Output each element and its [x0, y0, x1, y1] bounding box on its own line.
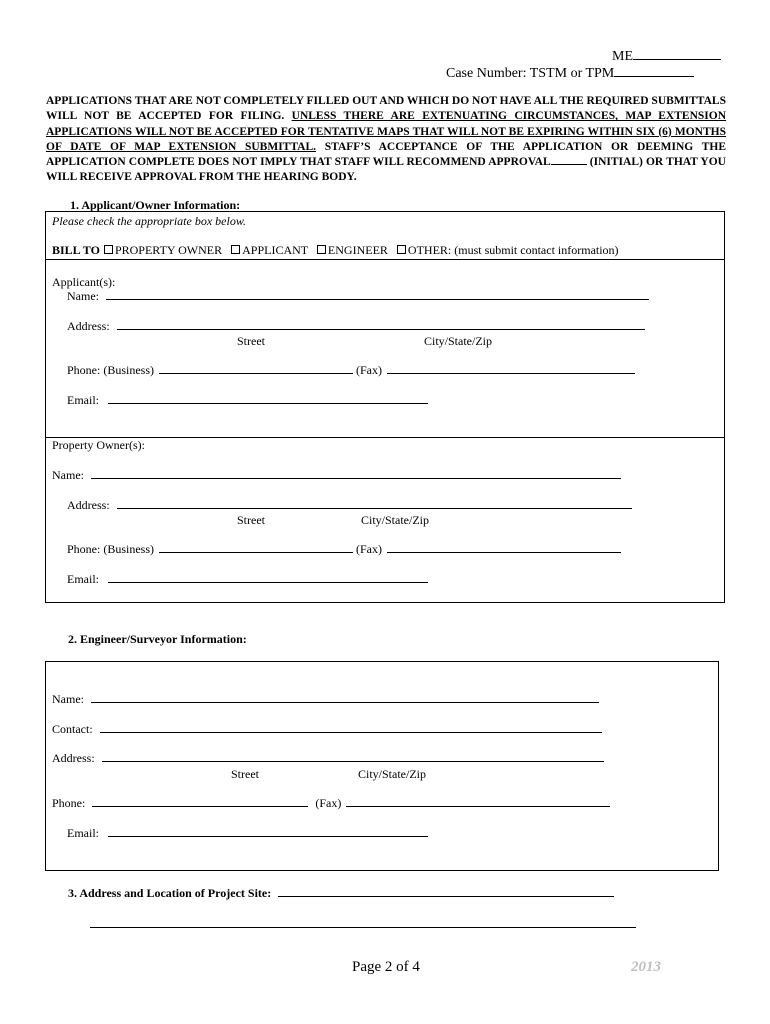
- notice-text-underlined: UNLESS THERE ARE EXTENUATING CIRCUMSTANCES, MAP EXTENSION APPLICATIONS WILL NOT BE ACCEPTED FOR TENTATIVE MAPS THAT WILL NOT BE EXPIRING WITHIN SIX (6) MONTHS OF DATE OF MAP EXTENSION SUBMITTAL.: [46, 110, 726, 153]
- owner-address-row: [67, 498, 632, 513]
- engineer-email-row: [67, 826, 428, 841]
- engineer-name-label: Name:: [52, 692, 84, 706]
- option-property-owner: PROPERTY OWNER: [114, 243, 223, 257]
- owner-phone-row: [67, 542, 621, 557]
- engineer-contact-row: [52, 722, 602, 737]
- divider: [46, 437, 724, 438]
- page-number: Page 2 of 4: [352, 959, 420, 975]
- engineer-fax-label: (Fax): [315, 796, 342, 810]
- owner-city-caption: City/State/Zip: [361, 513, 429, 527]
- bill-to-row: [52, 243, 619, 258]
- owners-heading: Property Owner(s):: [52, 438, 145, 452]
- engineer-phone-label: Phone:: [52, 796, 86, 810]
- section-3-row: [68, 886, 614, 901]
- applicant-name-row: [67, 289, 649, 304]
- owner-email-row: [67, 572, 428, 587]
- applicant-fax-label: (Fax): [356, 363, 382, 377]
- engineer-contact-line[interactable]: [100, 731, 602, 733]
- engineer-surveyor-box: [45, 661, 719, 871]
- applicant-phone-line[interactable]: [159, 372, 353, 374]
- engineer-address-label: Address:: [52, 751, 95, 765]
- engineer-email-label: Email:: [67, 826, 99, 840]
- owner-email-label: Email:: [67, 572, 99, 586]
- initial-line[interactable]: [551, 163, 587, 165]
- option-other: OTHER: (must submit contact information): [407, 243, 619, 257]
- option-applicant: APPLICANT: [242, 243, 308, 257]
- applicants-heading: Applicant(s):: [52, 275, 116, 289]
- checkbox-engineer[interactable]: [317, 245, 326, 254]
- owner-address-label: Address:: [67, 498, 110, 512]
- owner-name-row: [52, 468, 621, 483]
- engineer-address-line[interactable]: [102, 760, 604, 762]
- project-site-line-1[interactable]: [278, 895, 614, 897]
- owner-street-caption: Street: [237, 513, 265, 527]
- owner-fax-label: (Fax): [356, 542, 382, 556]
- applicant-street-caption: Street: [237, 334, 265, 348]
- applicant-phone-label: Phone: (Business): [67, 363, 154, 377]
- engineer-address-row: [52, 751, 604, 766]
- owner-phone-line[interactable]: [159, 551, 353, 553]
- bill-to-label: BILL TO: [52, 243, 100, 257]
- owner-phone-label: Phone: (Business): [67, 542, 154, 556]
- checkbox-property-owner[interactable]: [104, 245, 113, 254]
- engineer-name-row: [52, 692, 599, 707]
- engineer-phone-line[interactable]: [92, 805, 308, 807]
- divider: [46, 259, 724, 260]
- owner-name-line[interactable]: [91, 477, 621, 479]
- applicant-address-label: Address:: [67, 319, 110, 333]
- checkbox-other[interactable]: [397, 245, 406, 254]
- case-number-label: Case Number: TSTM or TPM: [446, 66, 615, 81]
- engineer-fax-line[interactable]: [346, 805, 610, 807]
- applicant-phone-row: [67, 363, 635, 378]
- engineer-name-line[interactable]: [91, 701, 599, 703]
- applicant-email-row: [67, 393, 428, 408]
- applicant-fax-line[interactable]: [387, 372, 635, 374]
- checkbox-applicant[interactable]: [231, 245, 240, 254]
- owner-fax-line[interactable]: [387, 551, 621, 553]
- applicant-email-label: Email:: [67, 393, 99, 407]
- owner-name-label: Name:: [52, 468, 84, 482]
- applicant-address-row: [67, 319, 645, 334]
- engineer-phone-row: [52, 796, 610, 811]
- option-engineer: ENGINEER: [327, 243, 388, 257]
- engineer-contact-label: Contact:: [52, 722, 93, 736]
- notice-text-1: APPLICATIONS THAT ARE NOT COMPLETELY FILLED OUT AND WHICH DO NOT HAVE ALL THE REQUIRED SUBMITTALS WILL NOT BE ACCEPTED FOR FILING.: [46, 95, 726, 123]
- section-2-title: 2. Engineer/Surveyor Information:: [68, 632, 247, 646]
- applicant-city-caption: City/State/Zip: [424, 334, 492, 348]
- engineer-street-caption: Street: [231, 767, 259, 781]
- me-label: ME: [612, 49, 633, 64]
- year-watermark: 2013: [631, 959, 661, 975]
- section-1-title: 1. Applicant/Owner Information:: [70, 198, 241, 212]
- section-3-title: 3. Address and Location of Project Site:: [68, 886, 272, 900]
- applicant-email-line[interactable]: [108, 402, 428, 404]
- me-line[interactable]: [633, 58, 721, 60]
- owner-email-line[interactable]: [108, 581, 428, 583]
- case-number-field: [446, 66, 694, 82]
- project-site-line-2[interactable]: [90, 927, 636, 928]
- applicant-owner-box: [45, 211, 725, 603]
- notice-text-4: (INITIAL) OR THAT YOU WILL RECEIVE APPROVAL FROM THE HEARING BODY.: [46, 156, 726, 184]
- applicant-name-line[interactable]: [106, 298, 649, 300]
- applicant-address-line[interactable]: [117, 328, 645, 330]
- notice-text-3: STAFF’S ACCEPTANCE OF THE APPLICATION OR DEEMING THE APPLICATION COMPLETE DOES NOT IMPLY THAT STAFF WILL RECOMMEND APPROVAL: [46, 140, 726, 169]
- owner-address-line[interactable]: [117, 507, 632, 509]
- applicant-name-label: Name:: [67, 289, 99, 303]
- submission-notice: [46, 94, 726, 186]
- engineer-email-line[interactable]: [108, 835, 428, 837]
- engineer-city-caption: City/State/Zip: [358, 767, 426, 781]
- me-field: [612, 49, 721, 65]
- case-number-line[interactable]: [614, 75, 694, 77]
- instruction-text: Please check the appropriate box below.: [52, 214, 246, 228]
